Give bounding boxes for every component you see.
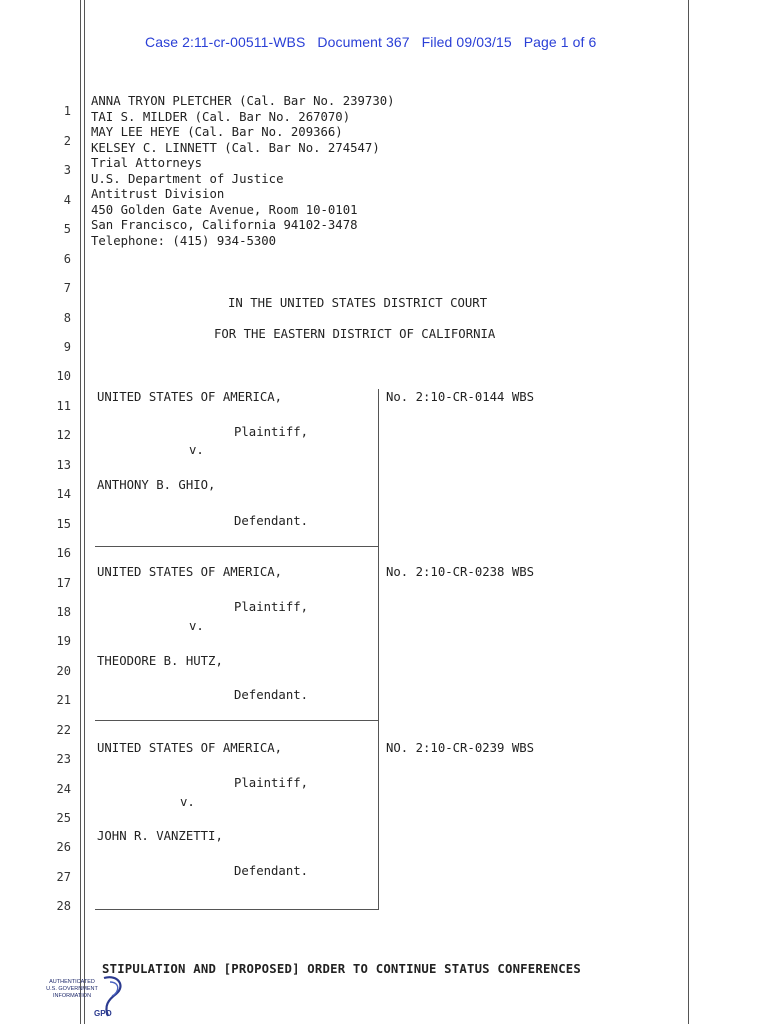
seal-line-authenticated: AUTHENTICATED bbox=[49, 979, 95, 985]
seal-line-government: U.S. GOVERNMENT bbox=[46, 986, 98, 992]
caption-separator bbox=[95, 909, 378, 910]
line-number: 3 bbox=[63, 163, 71, 177]
attorney-line: 450 Golden Gate Avenue, Room 10-0101 bbox=[91, 202, 358, 217]
line-number: 8 bbox=[63, 311, 71, 325]
left-margin-rule-inner bbox=[84, 0, 85, 1024]
line-number: 26 bbox=[56, 840, 71, 854]
line-number: 15 bbox=[56, 517, 71, 531]
line-number: 18 bbox=[56, 605, 71, 619]
line-number: 28 bbox=[56, 899, 71, 913]
line-number: 5 bbox=[63, 222, 71, 236]
case-number: No. 2:10-CR-0144 WBS bbox=[386, 390, 535, 404]
case-header-stamp: Case 2:11-cr-00511-WBS Document 367 Filed 09/03/15 Page 1 of 6 bbox=[145, 34, 597, 50]
line-number: 16 bbox=[56, 546, 71, 560]
plaintiff-role: Plaintiff, bbox=[234, 776, 309, 790]
left-margin-rule-outer bbox=[80, 0, 81, 1024]
plaintiff-party: UNITED STATES OF AMERICA, bbox=[97, 565, 283, 579]
defendant-party: ANTHONY B. GHIO, bbox=[97, 478, 216, 492]
defendant-role: Defendant. bbox=[234, 688, 309, 702]
attorney-line: KELSEY C. LINNETT (Cal. Bar No. 274547) bbox=[91, 140, 380, 155]
versus: v. bbox=[180, 795, 195, 809]
line-number: 19 bbox=[56, 634, 71, 648]
seal-line-information: INFORMATION bbox=[52, 993, 92, 999]
attorney-line: Antitrust Division bbox=[91, 187, 225, 201]
caption-separator bbox=[95, 546, 378, 547]
line-number: 9 bbox=[63, 340, 71, 354]
seal-mark-gpo: GPO bbox=[94, 1009, 112, 1018]
line-number: 10 bbox=[56, 369, 71, 383]
line-number: 13 bbox=[56, 458, 71, 472]
attorney-line: Telephone: (415) 934-5300 bbox=[91, 233, 277, 248]
attorney-line: MAY LEE HEYE (Cal. Bar No. 209366) bbox=[91, 125, 343, 139]
gpo-authenticated-seal bbox=[46, 972, 126, 1022]
caption-divider bbox=[378, 389, 379, 910]
case-number: No. 2:10-CR-0238 WBS bbox=[386, 565, 535, 579]
versus: v. bbox=[189, 443, 204, 457]
plaintiff-party: UNITED STATES OF AMERICA, bbox=[97, 741, 283, 755]
caption-separator bbox=[95, 720, 378, 721]
line-number: 1 bbox=[63, 104, 71, 118]
versus: v. bbox=[189, 619, 204, 633]
defendant-party: JOHN R. VANZETTI, bbox=[97, 829, 223, 843]
line-number: 23 bbox=[56, 752, 71, 766]
line-number: 17 bbox=[56, 576, 71, 590]
attorney-line: San Francisco, California 94102-3478 bbox=[91, 218, 358, 232]
court-name: IN THE UNITED STATES DISTRICT COURT bbox=[228, 296, 488, 310]
document-title-footer: STIPULATION AND [PROPOSED] ORDER TO CONTINUE STATUS CONFERENCES bbox=[102, 962, 582, 976]
defendant-role: Defendant. bbox=[234, 864, 309, 878]
line-number: 25 bbox=[56, 811, 71, 825]
defendant-party: THEODORE B. HUTZ, bbox=[97, 654, 223, 668]
right-margin-rule bbox=[688, 0, 689, 1024]
line-number: 11 bbox=[56, 399, 71, 413]
court-district: FOR THE EASTERN DISTRICT OF CALIFORNIA bbox=[214, 327, 496, 341]
line-number: 2 bbox=[63, 134, 71, 148]
attorney-line: U.S. Department of Justice bbox=[91, 171, 284, 186]
attorney-line: ANNA TRYON PLETCHER (Cal. Bar No. 239730) bbox=[91, 94, 395, 108]
line-number: 21 bbox=[56, 693, 71, 707]
plaintiff-role: Plaintiff, bbox=[234, 600, 309, 614]
line-number: 22 bbox=[56, 723, 71, 737]
line-number: 24 bbox=[56, 782, 71, 796]
attorney-line: Trial Attorneys bbox=[91, 156, 203, 170]
line-number: 7 bbox=[63, 281, 71, 295]
case-number: NO. 2:10-CR-0239 WBS bbox=[386, 741, 535, 755]
line-number: 12 bbox=[56, 428, 71, 442]
plaintiff-role: Plaintiff, bbox=[234, 425, 309, 439]
line-number: 20 bbox=[56, 664, 71, 678]
line-number: 14 bbox=[56, 487, 71, 501]
attorney-line: TAI S. MILDER (Cal. Bar No. 267070) bbox=[91, 109, 351, 124]
line-number: 27 bbox=[56, 870, 71, 884]
line-number: 6 bbox=[63, 252, 71, 266]
plaintiff-party: UNITED STATES OF AMERICA, bbox=[97, 390, 283, 404]
defendant-role: Defendant. bbox=[234, 514, 309, 528]
attorney-block bbox=[91, 94, 395, 249]
line-number: 4 bbox=[63, 193, 71, 207]
